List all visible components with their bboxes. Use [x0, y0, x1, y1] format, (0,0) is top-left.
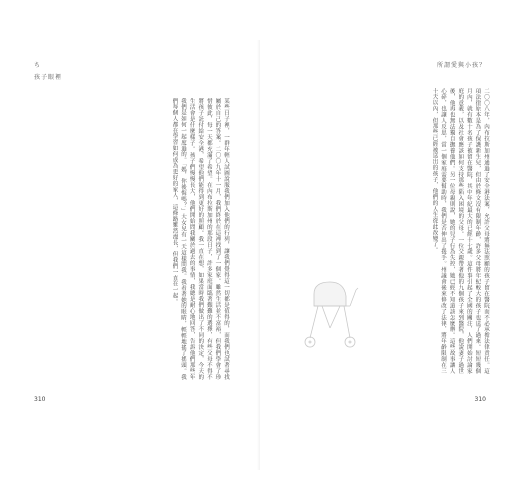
- left-page-number: 310: [34, 396, 46, 403]
- left-body-text: 某些日子裡，一群年輕人試圖說服我們加入他們的行列，讓我們覺得這一切都是值得的，而我們也試著尋找屬於自己的答案。二〇〇九年十一月，我們終於在這裡找到了一個家。雖然生活並不富裕，但我們學會了珍惜彼此，每一天都充滿了希望。在內布拉斯加州的那段日子，許多家庭面臨著艱難的選擇，有些父母不得不將孩子託付給安全港，希望他們能得到更好的照顧。我一直在想，如果當時我們做出了不同的決定，今天的生活會是什麼樣子。孩子們慢慢長大，他們開始問我關於過去的事情，我總是耐心地回答，告訴他們那些年我們是如何一起度過的。「媽，你後悔嗎？」大女兒有一天這樣問我。我看著她的眼睛，輕輕地搖了搖頭。我們每個人都在學習如何成為更好的家人，這條路雖然漫長，但我們一直在一起。: [171, 98, 229, 380]
- left-page-mark: ち: [34, 62, 42, 69]
- left-running-head: 孩子眼裡: [34, 74, 63, 81]
- right-page-number: 310: [474, 396, 486, 403]
- right-running-head: 所謂愛與小孩？: [436, 62, 486, 69]
- right-body-text: 二〇〇八年，內布拉斯加州通過了安全港法案，允許父母將無法照顧的孩子留在醫院而不必承擔法律責任。這項法律原本是為了保護新生兒，但由於條文沒有限制年齡，許多父母將年紀較大的孩子也送了過來。短短幾個月內，就有數十名孩子被留在醫院，其中年紀最大的已經十七歲。這件事引起了全國的關注，人們開始討論家庭的意義，以及社會應該如何支持那些陷入困境的父母。一位父親帶著他的九個孩子來到醫院，他說妻子過世後，他再也無法獨自撫養他們。另一位母親則說，她的兒子行為失控，她已經不知道該怎麼辦。這些故事讓人心碎，也讓人反思，當一個家庭需要幫助時，我們是否伸出了援手。州議會後來修改了法律，將年齡限制在三十天以內，但那些已經被送出的孩子，他們的人生從此改變了。: [431, 88, 489, 374]
- stroller-icon: [300, 276, 360, 356]
